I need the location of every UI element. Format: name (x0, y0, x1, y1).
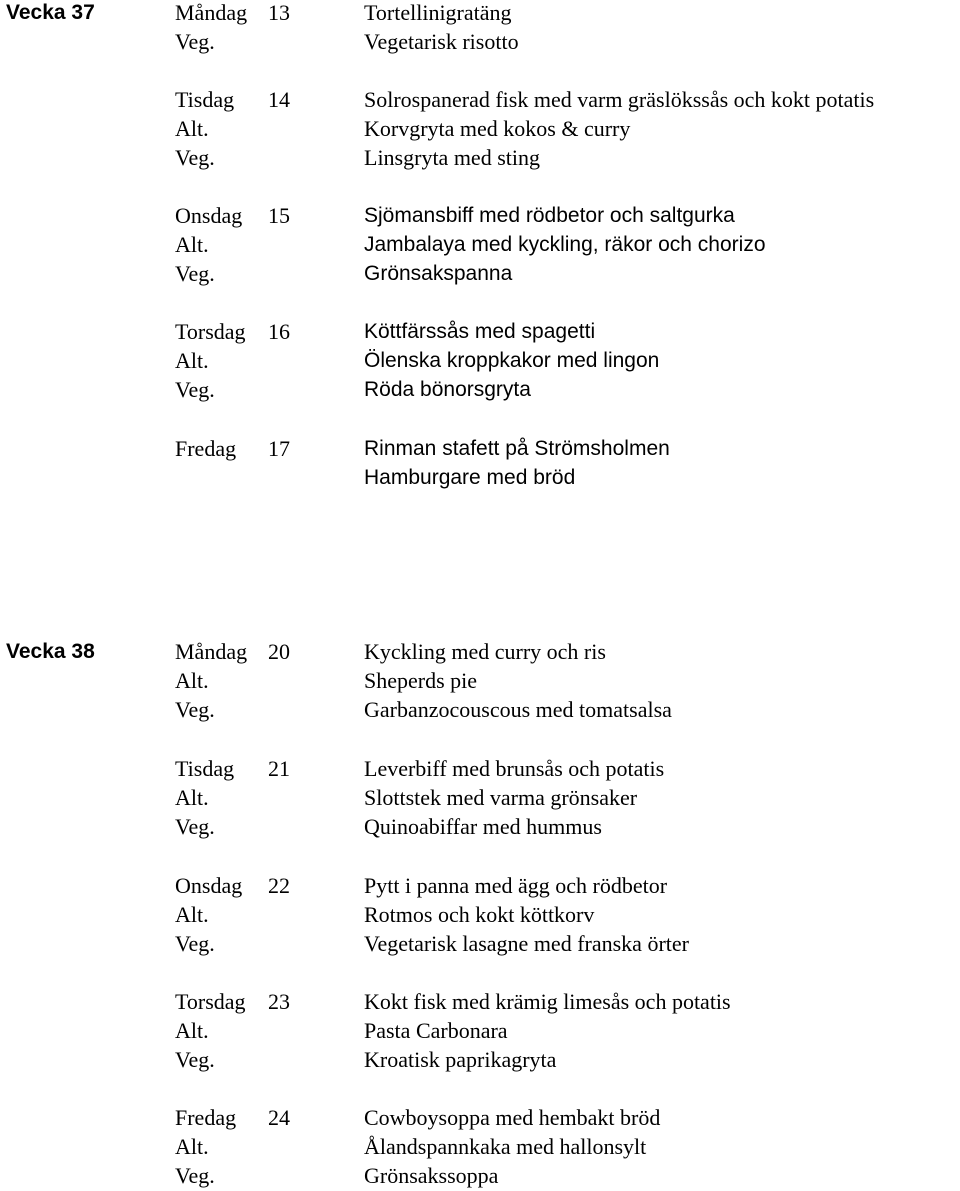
day-label: Alt. (175, 232, 209, 257)
day-label: Veg. (175, 697, 215, 722)
day-number: 23 (268, 989, 290, 1014)
dish-name: Slottstek med varma grönsaker (364, 785, 638, 810)
dish-name: Pytt i panna med ägg och rödbetor (364, 873, 668, 898)
day-label: Tisdag (175, 756, 235, 781)
day-label: Alt. (175, 668, 209, 693)
day-label: Fredag (175, 436, 237, 461)
dish-name: Linsgryta med sting (364, 145, 540, 170)
dish-name: Kroatisk paprikagryta (364, 1047, 557, 1072)
dish-name: Grönsakssoppa (364, 1163, 499, 1188)
dish-name: Röda bönorsgryta (364, 378, 531, 401)
day-label: Alt. (175, 348, 209, 373)
day-label: Torsdag (175, 989, 246, 1014)
menu-line (0, 900, 960, 929)
menu-line (0, 666, 960, 695)
dish-name: Grönsakspanna (364, 262, 513, 285)
dish-name: Jambalaya med kyckling, räkor och chorizo (364, 233, 766, 256)
day-label: Torsdag (175, 319, 246, 344)
dish-name: Pasta Carbonara (364, 1018, 508, 1043)
menu-line (0, 114, 960, 143)
day-label: Alt. (175, 902, 209, 927)
menu-line (0, 1161, 960, 1190)
week-label: Vecka 38 (6, 640, 95, 663)
menu-line (0, 230, 960, 259)
menu-line (0, 812, 960, 841)
menu-line (0, 929, 960, 958)
day-label: Alt. (175, 1018, 209, 1043)
day-number: 15 (268, 203, 290, 228)
menu-line (0, 463, 960, 492)
day-number: 14 (268, 87, 290, 112)
day-number: 13 (268, 0, 290, 25)
dish-name: Rinman stafett på Strömsholmen (364, 437, 670, 460)
day-label: Alt. (175, 1134, 209, 1159)
menu-line (0, 346, 960, 375)
menu-line (0, 143, 960, 172)
dish-name: Sjömansbiff med rödbetor och saltgurka (364, 204, 735, 227)
menu-line (0, 1045, 960, 1074)
day-label: Alt. (175, 785, 209, 810)
day-label: Veg. (175, 377, 215, 402)
dish-name: Rotmos och kokt köttkorv (364, 902, 595, 927)
day-label: Veg. (175, 814, 215, 839)
day-number: 22 (268, 873, 290, 898)
day-label: Veg. (175, 29, 215, 54)
day-label: Måndag (175, 0, 248, 25)
menu-line (0, 317, 960, 346)
menu-line (0, 27, 960, 56)
menu-line (0, 871, 960, 900)
dish-name: Hamburgare med bröd (364, 466, 576, 489)
day-label: Tisdag (175, 87, 235, 112)
dish-name: Kyckling med curry och ris (364, 639, 606, 664)
dish-name: Kokt fisk med krämig limesås och potatis (364, 989, 731, 1014)
menu-line (0, 754, 960, 783)
menu-line (0, 1016, 960, 1045)
menu-line (0, 1103, 960, 1132)
dish-name: Vegetarisk lasagne med franska örter (364, 931, 689, 956)
dish-name: Tortellinigratäng (364, 0, 512, 25)
day-label: Veg. (175, 261, 215, 286)
dish-name: Köttfärssås med spagetti (364, 320, 596, 343)
day-label: Alt. (175, 116, 209, 141)
day-number: 17 (268, 436, 290, 461)
day-label: Fredag (175, 1105, 237, 1130)
menu-line (0, 375, 960, 404)
day-label: Måndag (175, 639, 248, 664)
menu-line (0, 434, 960, 463)
dish-name: Korvgryta med kokos & curry (364, 116, 631, 141)
day-label: Veg. (175, 1163, 215, 1188)
day-label: Onsdag (175, 203, 243, 228)
dish-name: Vegetarisk risotto (364, 29, 519, 54)
menu-line (0, 85, 960, 114)
menu-line (0, 637, 960, 666)
dish-name: Cowboysoppa med hembakt bröd (364, 1105, 661, 1130)
dish-name: Sheperds pie (364, 668, 478, 693)
day-number: 20 (268, 639, 290, 664)
menu-line (0, 987, 960, 1016)
dish-name: Leverbiff med brunsås och potatis (364, 756, 665, 781)
day-number: 24 (268, 1105, 290, 1130)
menu-line (0, 0, 960, 27)
day-label: Onsdag (175, 873, 243, 898)
menu-line (0, 1132, 960, 1161)
day-label: Veg. (175, 1047, 215, 1072)
dish-name: Garbanzocouscous med tomatsalsa (364, 697, 672, 722)
week-label: Vecka 37 (6, 1, 95, 24)
day-number: 16 (268, 319, 290, 344)
dish-name: Quinoabiffar med hummus (364, 814, 602, 839)
dish-name: Ålandspannkaka med hallonsylt (364, 1134, 647, 1159)
day-number: 21 (268, 756, 290, 781)
menu-line (0, 783, 960, 812)
menu-line (0, 201, 960, 230)
menu-line (0, 695, 960, 724)
dish-name: Solrospanerad fisk med varm gräslökssås och kokt potatis (364, 87, 875, 112)
day-label: Veg. (175, 931, 215, 956)
menu-line (0, 259, 960, 288)
day-label: Veg. (175, 145, 215, 170)
dish-name: Ölenska kroppkakor med lingon (364, 349, 660, 372)
